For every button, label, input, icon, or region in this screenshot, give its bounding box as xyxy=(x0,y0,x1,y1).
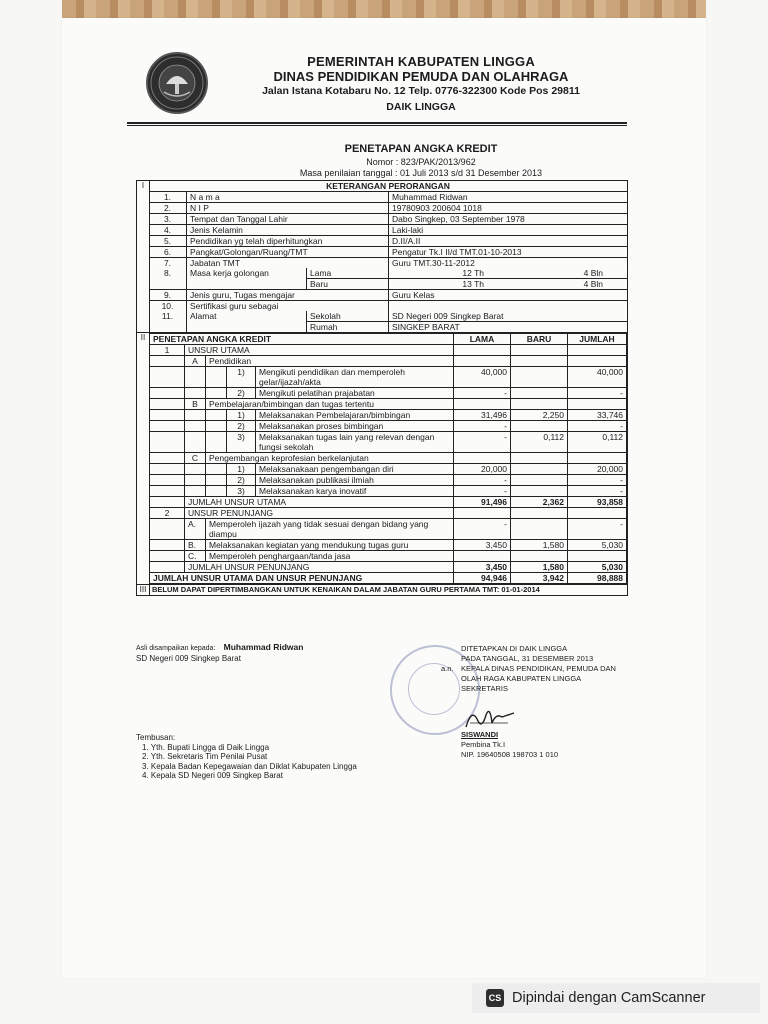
table-cell: 40,000 xyxy=(454,367,511,388)
table-cell: UNSUR UTAMA xyxy=(185,345,454,356)
credit-header-row xyxy=(150,334,627,345)
row-value xyxy=(389,301,627,311)
table-cell xyxy=(150,540,185,551)
table-cell: JUMLAH UNSUR UTAMA DAN UNSUR PENUNJANG xyxy=(150,573,454,584)
table-cell xyxy=(185,388,206,399)
table-cell xyxy=(206,475,227,486)
row-label: Jenis Kelamin xyxy=(187,225,389,235)
table-cell: 5,030 xyxy=(568,540,627,551)
table-cell: Pembelajaran/bimbingan dan tugas tertentu xyxy=(206,399,454,410)
table-cell xyxy=(206,367,227,388)
table-row xyxy=(150,399,627,410)
table-cell: - xyxy=(454,519,511,540)
table-cell: Melaksanakan publikasi ilmiah xyxy=(256,475,454,486)
recipient-label: Asli disampaikan kepada: xyxy=(136,645,216,652)
letterhead-line2: DINAS PENDIDIKAN PEMUDA DAN OLAHRAGA xyxy=(273,69,569,84)
table-cell xyxy=(568,356,627,367)
table-cell xyxy=(150,562,185,573)
table-cell xyxy=(150,453,185,464)
table-cell: 1 xyxy=(150,345,185,356)
letterhead-rule xyxy=(127,122,627,124)
table-cell xyxy=(568,399,627,410)
table-cell: 91,496 xyxy=(454,497,511,508)
section-decision xyxy=(137,585,627,595)
table-cell xyxy=(454,356,511,367)
table-cell: Melaksanakan Pembelajaran/bimbingan xyxy=(256,410,454,421)
table-row xyxy=(150,540,627,551)
table-cell: Memperoleh ijazah yang tidak sesuai dengan bidang yang diampu xyxy=(206,519,454,540)
table-cell: C. xyxy=(185,551,206,562)
table-cell: 2) xyxy=(227,475,256,486)
row-number: 2. xyxy=(149,203,187,213)
letterhead xyxy=(236,54,606,113)
table-cell xyxy=(454,345,511,356)
table-cell: - xyxy=(568,388,627,399)
row-value: Pengatur Tk.I II/d TMT.01-10-2013 xyxy=(392,247,522,257)
grand-total-row xyxy=(150,573,627,584)
table-cell xyxy=(150,421,185,432)
letterhead-city: DAIK LINGGA xyxy=(386,101,456,113)
table-row xyxy=(150,421,627,432)
table-cell: 2) xyxy=(227,421,256,432)
row-value: Guru TMT.30-11-2012 xyxy=(392,258,475,268)
table-cell: B. xyxy=(185,540,206,551)
approval-place: DITETAPKAN DI DAIK LINGGA xyxy=(461,644,568,653)
table-cell: B xyxy=(185,399,206,410)
table-row xyxy=(150,367,627,388)
row-value: D.II/A.II xyxy=(392,236,421,246)
row-label: Pangkat/Golongan/Ruang/TMT xyxy=(187,247,389,257)
document-title: PENETAPAN ANGKA KREDIT xyxy=(344,143,498,155)
head-office-line1: KEPALA DINAS PENDIDIKAN, PEMUDA DAN xyxy=(461,664,616,673)
row-number: 6. xyxy=(149,247,187,257)
table-cell: Melaksanakan proses bimbingan xyxy=(256,421,454,432)
table-cell: 2,250 xyxy=(511,410,568,421)
signer-rank: Pembina Tk.I xyxy=(461,740,506,749)
row-number: 1. xyxy=(149,192,187,202)
camscanner-watermark xyxy=(472,983,760,1013)
document-title-block xyxy=(236,143,606,178)
table-cell: Pengembangan keprofesian berkelanjutan xyxy=(206,453,454,464)
table-cell: JUMLAH UNSUR PENUNJANG xyxy=(185,562,454,573)
row-alamat: 11. Alamat Sekolah Rumah SD Negeri 009 Singkep Barat SINGKEP BARAT xyxy=(149,311,627,332)
row-number: 10. xyxy=(149,301,187,311)
table-cell xyxy=(150,388,185,399)
table-cell: Mengikuti pelatihan prajabatan xyxy=(256,388,454,399)
row-label: Pendidikan yg telah diperhitungkan xyxy=(187,236,389,246)
row-number: 9. xyxy=(149,290,187,300)
table-cell: Pendidikan xyxy=(206,356,454,367)
table-cell xyxy=(568,508,627,519)
on-behalf-label: a.n. xyxy=(441,664,454,673)
table-cell xyxy=(150,410,185,421)
row-number: 7. xyxy=(149,258,187,268)
table-cell: 20,000 xyxy=(568,464,627,475)
table-cell xyxy=(511,388,568,399)
row-value: Laki-laki xyxy=(392,225,424,235)
table-cell: 3,942 xyxy=(511,573,568,584)
cc-label: Tembusan: xyxy=(136,733,176,742)
table-cell: Melaksanakaan pengembangan diri xyxy=(256,464,454,475)
table-cell: 20,000 xyxy=(454,464,511,475)
row-value: Dabo Singkep, 03 September 1978 xyxy=(392,214,525,224)
table-cell: Mengikuti pendidikan dan memperoleh gelar/ijazah/akta xyxy=(256,367,454,388)
decision-text: BELUM DAPAT DIPERTIMBANGKAN UNTUK KENAIKAN DALAM JABATAN GURU PERTAMA TMT: 01-01-2014 xyxy=(152,585,540,594)
table-row xyxy=(150,551,627,562)
table-cell: 93,858 xyxy=(568,497,627,508)
table-cell: - xyxy=(568,519,627,540)
row-value: Guru Kelas xyxy=(392,290,435,300)
table-cell: 33,746 xyxy=(568,410,627,421)
table-cell xyxy=(454,399,511,410)
row-number: 4. xyxy=(149,225,187,235)
table-row xyxy=(150,410,627,421)
row-value: Muhammad Ridwan xyxy=(392,192,468,202)
cc-block xyxy=(136,733,357,781)
table-cell xyxy=(185,432,206,453)
table-cell xyxy=(511,551,568,562)
section-credit xyxy=(137,333,627,585)
table-cell xyxy=(150,464,185,475)
table-cell: 3) xyxy=(227,432,256,453)
table-cell: 0,112 xyxy=(511,432,568,453)
table-row xyxy=(150,486,627,497)
table-cell xyxy=(511,345,568,356)
table-cell xyxy=(150,551,185,562)
table-cell: 94,946 xyxy=(454,573,511,584)
table-cell xyxy=(206,486,227,497)
row-label: Tempat dan Tanggal Lahir xyxy=(187,214,389,224)
table-cell xyxy=(206,388,227,399)
table-cell xyxy=(150,519,185,540)
table-cell: 5,030 xyxy=(568,562,627,573)
table-row xyxy=(150,453,627,464)
table-row xyxy=(150,464,627,475)
table-cell: 1) xyxy=(227,464,256,475)
table-cell: 2) xyxy=(227,388,256,399)
table-cell xyxy=(150,486,185,497)
total-row xyxy=(150,562,627,573)
table-cell xyxy=(454,551,511,562)
table-cell xyxy=(511,356,568,367)
table-cell xyxy=(150,399,185,410)
table-cell xyxy=(454,508,511,519)
personal-row xyxy=(149,247,627,258)
table-cell xyxy=(206,410,227,421)
cc-item: 2. Yth. Sekretaris Tim Penilai Pusat xyxy=(142,752,268,761)
row-label: Jabatan TMT xyxy=(187,258,389,268)
row-label: Jenis guru, Tugas mengajar xyxy=(187,290,389,300)
table-cell: 3,450 xyxy=(454,540,511,551)
section-personal xyxy=(137,181,627,333)
head-office-line2: OLAH RAGA KABUPATEN LINGGA xyxy=(461,674,582,683)
col-jumlah: JUMLAH xyxy=(568,334,627,345)
regency-logo xyxy=(146,52,208,114)
table-cell: - xyxy=(454,421,511,432)
table-cell: 1) xyxy=(227,367,256,388)
table-cell xyxy=(568,551,627,562)
section-number: I xyxy=(137,181,150,332)
table-cell xyxy=(185,367,206,388)
cc-item: 4. Kepala SD Negeri 009 Singkep Barat xyxy=(142,771,283,780)
section-number: II xyxy=(137,333,150,584)
personal-row xyxy=(149,290,627,301)
table-cell xyxy=(568,345,627,356)
table-cell: 0,112 xyxy=(568,432,627,453)
table-row xyxy=(150,356,627,367)
row-label: Sertifikasi guru sebagai xyxy=(187,301,389,311)
row-label: N a m a xyxy=(187,192,389,202)
table-cell: Melaksanakan tugas lain yang relevan dengan fungsi sekolah xyxy=(256,432,454,453)
table-cell: 31,496 xyxy=(454,410,511,421)
table-cell xyxy=(206,421,227,432)
table-cell xyxy=(185,410,206,421)
table-row xyxy=(150,508,627,519)
table-cell xyxy=(511,367,568,388)
table-cell xyxy=(150,497,185,508)
table-cell: 1) xyxy=(227,410,256,421)
table-cell: UNSUR PENUNJANG xyxy=(185,508,454,519)
total-row xyxy=(150,497,627,508)
personal-row xyxy=(149,225,627,236)
signer-name: SISWANDI xyxy=(461,730,499,739)
table-cell: A. xyxy=(185,519,206,540)
section-number: III xyxy=(137,585,150,595)
table-cell xyxy=(511,399,568,410)
document-number: Nomor : 823/PAK/2013/962 xyxy=(366,157,476,167)
credit-form xyxy=(136,180,628,596)
camscanner-text: Dipindai dengan CamScanner xyxy=(512,990,706,1006)
letterhead-address: Jalan Istana Kotabaru No. 12 Telp. 0776-322300 Kode Pos 29811 xyxy=(262,85,580,97)
personal-row xyxy=(149,301,627,311)
col-lama: LAMA xyxy=(454,334,511,345)
table-cell xyxy=(150,432,185,453)
table-cell: 3,450 xyxy=(454,562,511,573)
personal-row xyxy=(149,214,627,225)
table-cell: - xyxy=(568,421,627,432)
camscanner-icon: CS xyxy=(486,989,504,1007)
table-cell xyxy=(206,464,227,475)
table-cell: 40,000 xyxy=(568,367,627,388)
table-cell: JUMLAH UNSUR UTAMA xyxy=(185,497,454,508)
row-number: 5. xyxy=(149,236,187,246)
assessment-period: Masa penilaian tanggal : 01 Juli 2013 s/d 31 Desember 2013 xyxy=(299,168,543,178)
personal-row xyxy=(149,203,627,214)
recipient-name: Muhammad Ridwan xyxy=(223,642,304,652)
cc-item: 3. Kepala Badan Kepegawaian dan Diklat Kabupaten Lingga xyxy=(142,761,357,771)
table-cell xyxy=(185,421,206,432)
letterhead-rule-thin xyxy=(127,125,627,126)
table-row xyxy=(150,432,627,453)
row-label: N I P xyxy=(187,203,389,213)
col-baru: BARU xyxy=(511,334,568,345)
table-cell: Memperoleh penghargaan/tanda jasa xyxy=(206,551,454,562)
section-title: KETERANGAN PERORANGAN xyxy=(326,181,450,191)
table-row xyxy=(150,388,627,399)
table-cell xyxy=(150,356,185,367)
table-cell xyxy=(454,453,511,464)
table-cell xyxy=(511,475,568,486)
row-number: 3. xyxy=(149,214,187,224)
table-cell: 2 xyxy=(150,508,185,519)
table-row xyxy=(150,475,627,486)
table-cell xyxy=(511,421,568,432)
recipient-block xyxy=(136,642,303,664)
table-cell: - xyxy=(568,475,627,486)
approval-date: PADA TANGGAL, 31 DESEMBER 2013 xyxy=(461,654,594,663)
cc-item: 1. Yth. Bupati Lingga di Daik Lingga xyxy=(142,742,270,752)
table-cell: - xyxy=(454,388,511,399)
row-masa-kerja: 8. Masa kerja golongan Lama Baru 12 Th 4 Bln 13 Th 4 Bln xyxy=(149,268,627,290)
personal-row xyxy=(149,192,627,203)
table-cell xyxy=(568,453,627,464)
credit-table xyxy=(149,333,627,584)
table-cell: C xyxy=(185,453,206,464)
table-cell xyxy=(185,464,206,475)
table-cell: Melaksanakan karya inovatif xyxy=(256,486,454,497)
table-cell: 98,888 xyxy=(568,573,627,584)
personal-row xyxy=(149,236,627,247)
table-cell: - xyxy=(454,486,511,497)
table-cell xyxy=(185,475,206,486)
table-cell xyxy=(511,464,568,475)
table-cell: - xyxy=(568,486,627,497)
background-fabric xyxy=(62,0,706,20)
table-cell: A xyxy=(185,356,206,367)
credit-header-title: PENETAPAN ANGKA KREDIT xyxy=(150,334,454,345)
table-cell: 2,362 xyxy=(511,497,568,508)
table-cell xyxy=(185,486,206,497)
table-row xyxy=(150,519,627,540)
table-cell: 1,580 xyxy=(511,540,568,551)
letterhead-line1: PEMERINTAH KABUPATEN LINGGA xyxy=(307,54,535,69)
table-cell xyxy=(150,367,185,388)
row-value: 19780903 200604 1018 xyxy=(392,203,482,213)
table-cell xyxy=(511,508,568,519)
table-cell xyxy=(150,475,185,486)
table-row xyxy=(150,345,627,356)
table-cell xyxy=(206,432,227,453)
signer-nip: NIP. 19640508 198703 1 010 xyxy=(461,750,559,759)
table-cell xyxy=(511,519,568,540)
approval-block xyxy=(441,644,616,760)
signature-mark xyxy=(462,703,522,733)
table-cell: - xyxy=(454,432,511,453)
table-cell: Melaksanakan kegiatan yang mendukung tugas guru xyxy=(206,540,454,551)
recipient-school: SD Negeri 009 Singkep Barat xyxy=(136,654,241,663)
table-cell: 3) xyxy=(227,486,256,497)
table-cell xyxy=(511,453,568,464)
table-cell xyxy=(511,486,568,497)
personal-row xyxy=(149,258,627,268)
secretary-label: SEKRETARIS xyxy=(461,684,508,693)
table-cell: - xyxy=(454,475,511,486)
table-cell: 1,580 xyxy=(511,562,568,573)
